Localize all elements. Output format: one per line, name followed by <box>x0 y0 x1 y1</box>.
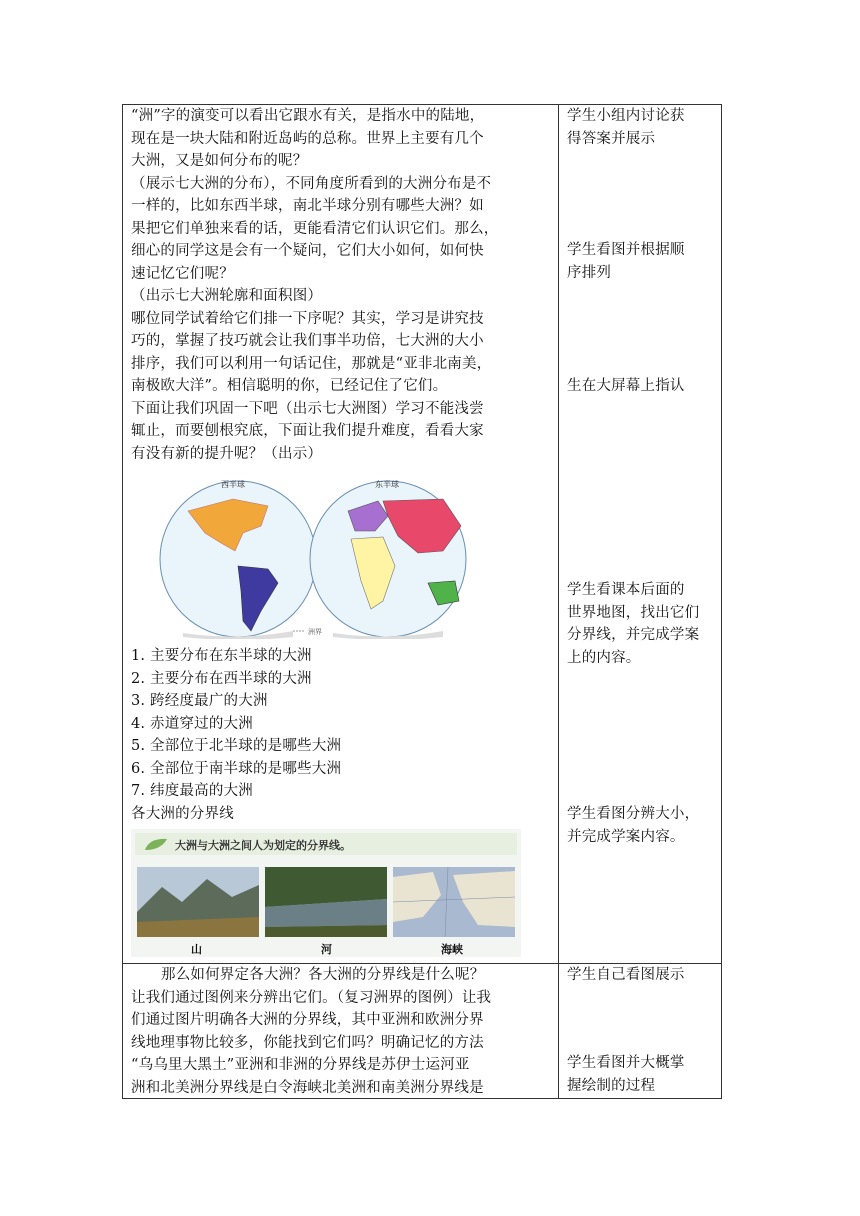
river-photo <box>265 867 387 937</box>
boundary-photos <box>131 829 521 957</box>
question-item: 7. 纬度最高的大洲 <box>131 783 253 799</box>
table-row <box>123 963 721 1098</box>
text-line: 速记忆它们呢？ <box>131 265 234 282</box>
question-item: 4. 赤道穿过的大洲 <box>131 715 253 732</box>
text-line: 巧的，掌握了技巧就会让我们事半功倍，七大洲的大小 <box>131 333 484 349</box>
text-line: 哪位同学试着给它们排一下序呢？其实，学习是讲究技 <box>131 310 484 327</box>
teacher-activity-cell <box>123 964 559 1098</box>
text-line: 有没有新的提升呢？（出示） <box>131 445 323 462</box>
text-line: 一样的，比如东西半球，南北半球分别有哪些大洲？如 <box>131 198 484 214</box>
caption-river: 河 <box>321 943 332 956</box>
table-row <box>123 105 721 963</box>
text-line: 让我们通过图例来分辨出它们。（复习洲界的图例）让我 <box>131 989 492 1006</box>
lesson-table <box>122 104 722 1099</box>
student-activity-cell <box>559 964 721 1098</box>
banner-text: 大洲与大洲之间人为划定的分界线。 <box>175 839 351 852</box>
text-line: 洲和北美洲分界线是白令海峡北美洲和南美洲分界线是 <box>131 1079 484 1096</box>
strait-map <box>393 867 515 937</box>
text-line: 果把它们单独来看的话，更能看清它们认识它们。那么， <box>131 220 499 237</box>
question-item: 6. 全部位于南半球的是哪些大洲 <box>131 760 342 777</box>
text-line: 辄止，而要刨根究底，下面让我们提升难度，看看大家 <box>131 423 484 439</box>
leaf-icon <box>143 836 171 852</box>
student-note: 生在大屏幕上指认 <box>567 378 685 394</box>
student-note: 学生看图分辨大小， <box>567 806 700 822</box>
student-note: 上的内容。 <box>567 649 641 666</box>
student-note: 握绘制的过程 <box>567 1077 656 1094</box>
student-note: 序排列 <box>567 264 612 281</box>
caption-mountain: 山 <box>191 943 202 956</box>
boundary-heading: 各大洲的分界线 <box>131 805 234 822</box>
text-line: “乌乌里大黑土”亚洲和非洲的分界线是苏伊士运河亚 <box>131 1057 470 1073</box>
question-item: 5. 全部位于北半球的是哪些大洲 <box>131 738 342 754</box>
question-item: 3. 跨经度最广的大洲 <box>131 693 268 709</box>
text-line: （展示七大洲的分布），不同角度所看到的大洲分布是不 <box>131 175 492 192</box>
text-line: 南极欧大洋”。相信聪明的你，已经记住了它们。 <box>131 378 448 394</box>
caption-strait: 海峡 <box>441 943 463 956</box>
student-note: 学生看图并大概掌 <box>567 1055 685 1071</box>
student-note: 学生小组内讨论获 <box>567 108 685 124</box>
student-note: 得答案并展示 <box>567 130 656 147</box>
text-line: 现在是一块大陆和附近岛屿的总称。世界上主要有几个 <box>131 130 484 147</box>
student-note: 学生自己看图展示 <box>567 967 685 983</box>
text-line: 下面让我们巩固一下吧（出示七大洲图）学习不能浅尝 <box>131 400 484 417</box>
text-line: 排序，我们可以利用一句话记住，那就是“亚非北南美， <box>131 355 492 372</box>
map-legend: 洲界 <box>308 628 322 636</box>
photo-banner <box>135 833 517 855</box>
east-hemisphere-title: 东半球 <box>375 480 399 489</box>
world-map-figure <box>143 471 478 639</box>
text-line: 细心的同学这是会有一个疑问，它们大小如何，如何快 <box>131 243 484 259</box>
student-note: 分界线，并完成学案 <box>567 627 700 643</box>
question-item: 1. 主要分布在东半球的大洲 <box>131 648 312 664</box>
west-hemisphere-title: 西半球 <box>221 480 245 489</box>
student-note: 世界地图，找出它们 <box>567 604 700 621</box>
text-line: “洲”字的演变可以看出它跟水有关，是指水中的陆地， <box>131 108 485 124</box>
hemisphere-map <box>143 471 478 639</box>
text-line: （出示七大洲轮廓和面积图） <box>131 288 323 304</box>
student-note: 并完成学案内容。 <box>567 828 685 845</box>
text-line: 线地理事物比较多，你能找到它们吗？明确记忆的方法 <box>131 1034 484 1051</box>
mountain-photo <box>137 867 259 937</box>
student-note: 学生看图并根据顺 <box>567 242 685 258</box>
text-line: 那么如何界定各大洲？各大洲的分界线是什么呢？ <box>161 967 485 983</box>
student-note: 学生看课本后面的 <box>567 582 685 598</box>
student-activity-cell <box>559 105 721 963</box>
teacher-activity-cell <box>123 105 559 963</box>
text-line: 们通过图片明确各大洲的分界线，其中亚洲和欧洲分界 <box>131 1012 484 1028</box>
question-item: 2. 主要分布在西半球的大洲 <box>131 670 312 687</box>
text-line: 大洲，又是如何分布的呢？ <box>131 153 308 169</box>
